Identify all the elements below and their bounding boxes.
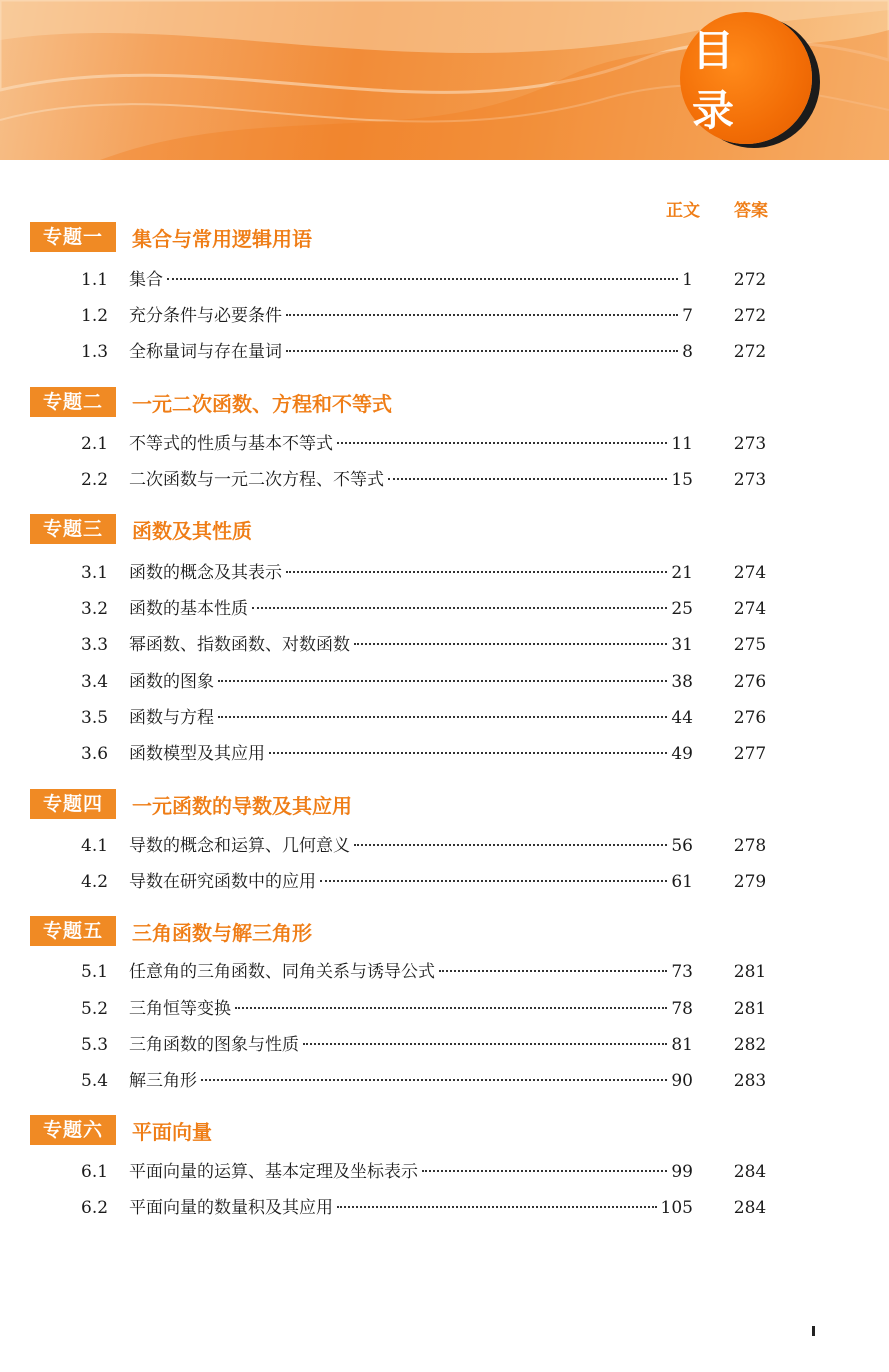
topic-title: 平面向量	[132, 1119, 212, 1144]
topic-badge: 专题二	[30, 387, 116, 417]
entry-answer-page: 279	[733, 872, 767, 892]
entry-page: 81	[671, 1035, 693, 1055]
entry-number: 5.4	[81, 1071, 109, 1091]
entry-page: 105	[660, 1198, 693, 1218]
entry-answer-page: 276	[733, 708, 767, 728]
entry-number: 3.6	[81, 744, 109, 764]
entry-number: 6.1	[81, 1162, 109, 1182]
title-circle	[680, 12, 812, 144]
toc-entry[interactable]	[0, 1032, 889, 1058]
toc-entry[interactable]	[0, 431, 889, 457]
entry-label: 不等式的性质与基本不等式	[129, 434, 333, 454]
entry-label-row	[129, 833, 693, 859]
entry-number: 1.1	[81, 270, 109, 290]
entry-label-row	[129, 467, 693, 493]
entry-number: 5.1	[81, 962, 109, 982]
entry-label: 平面向量的运算、基本定理及坐标表示	[129, 1162, 418, 1182]
entry-page: 1	[682, 270, 693, 290]
entry-label: 集合	[129, 270, 163, 290]
entry-answer-page: 273	[733, 470, 767, 490]
dot-leader	[303, 1043, 667, 1045]
entry-label-row	[129, 1159, 693, 1185]
toc-entry[interactable]	[0, 339, 889, 365]
entry-page: 56	[671, 836, 693, 856]
column-header-main: 正文	[666, 201, 700, 221]
entry-answer-page: 274	[733, 599, 767, 619]
entry-label-row	[129, 705, 693, 731]
toc-entry[interactable]	[0, 632, 889, 658]
entry-number: 3.3	[81, 635, 109, 655]
toc-entry[interactable]	[0, 303, 889, 329]
dot-leader	[286, 571, 667, 573]
topic-heading[interactable]	[30, 386, 392, 418]
entry-number: 2.1	[81, 434, 109, 454]
entry-answer-page: 277	[733, 744, 767, 764]
entry-label-row	[129, 632, 693, 658]
entry-answer-page: 274	[733, 563, 767, 583]
entry-label: 充分条件与必要条件	[129, 306, 282, 326]
entry-page: 90	[671, 1071, 693, 1091]
toc-entry[interactable]	[0, 869, 889, 895]
entry-label-row	[129, 267, 693, 293]
entry-label: 平面向量的数量积及其应用	[129, 1198, 333, 1218]
entry-number: 3.1	[81, 563, 109, 583]
dot-leader	[286, 314, 678, 316]
entry-label-row	[129, 669, 693, 695]
entry-number: 3.4	[81, 672, 109, 692]
page-mark	[812, 1326, 815, 1336]
toc-entry[interactable]	[0, 267, 889, 293]
entry-answer-page: 273	[733, 434, 767, 454]
entry-label-row	[129, 431, 693, 457]
toc-entry[interactable]	[0, 1195, 889, 1221]
dot-leader	[201, 1079, 667, 1081]
topic-title: 集合与常用逻辑用语	[132, 226, 312, 251]
topic-badge: 专题五	[30, 916, 116, 946]
entry-number: 4.1	[81, 836, 109, 856]
dot-leader	[354, 643, 667, 645]
toc-entry[interactable]	[0, 1159, 889, 1185]
entry-number: 2.2	[81, 470, 109, 490]
topic-title: 函数及其性质	[132, 518, 252, 543]
entry-label-row	[129, 1195, 693, 1221]
header-banner	[0, 0, 889, 160]
entry-page: 11	[671, 434, 693, 454]
dot-leader	[252, 607, 667, 609]
column-header-answer: 答案	[734, 201, 768, 221]
topic-badge: 专题三	[30, 514, 116, 544]
entry-number: 3.2	[81, 599, 109, 619]
page-title: 目 录	[692, 26, 749, 135]
entry-answer-page: 272	[733, 306, 767, 326]
entry-label: 导数在研究函数中的应用	[129, 872, 316, 892]
entry-answer-page: 272	[733, 342, 767, 362]
entry-label: 函数模型及其应用	[129, 744, 265, 764]
entry-page: 61	[671, 872, 693, 892]
entry-label-row	[129, 560, 693, 586]
entry-page: 38	[671, 672, 693, 692]
entry-label: 任意角的三角函数、同角关系与诱导公式	[129, 962, 435, 982]
entry-page: 8	[682, 342, 693, 362]
entry-label: 三角函数的图象与性质	[129, 1035, 299, 1055]
topic-title: 一元二次函数、方程和不等式	[132, 391, 392, 416]
topic-badge: 专题六	[30, 1115, 116, 1145]
entry-label: 导数的概念和运算、几何意义	[129, 836, 350, 856]
entry-answer-page: 281	[733, 962, 767, 982]
topic-heading[interactable]	[30, 788, 352, 820]
toc-entry[interactable]	[0, 705, 889, 731]
entry-answer-page: 282	[733, 1035, 767, 1055]
topic-heading[interactable]	[30, 513, 252, 545]
entry-page: 73	[671, 962, 693, 982]
toc-entry[interactable]	[0, 669, 889, 695]
entry-label: 函数的图象	[129, 672, 214, 692]
topic-heading[interactable]	[30, 915, 312, 947]
entry-label-row	[129, 596, 693, 622]
entry-number: 6.2	[81, 1198, 109, 1218]
entry-label: 三角恒等变换	[129, 999, 231, 1019]
entry-label-row	[129, 339, 693, 365]
entry-answer-page: 278	[733, 836, 767, 856]
entry-label-row	[129, 869, 693, 895]
entry-answer-page: 283	[733, 1071, 767, 1091]
entry-answer-page: 284	[733, 1162, 767, 1182]
entry-label: 函数与方程	[129, 708, 214, 728]
entry-number: 4.2	[81, 872, 109, 892]
topic-heading[interactable]	[30, 221, 312, 253]
dot-leader	[286, 350, 678, 352]
toc-entry[interactable]	[0, 1068, 889, 1094]
entry-page: 99	[671, 1162, 693, 1182]
entry-label: 函数的概念及其表示	[129, 563, 282, 583]
entry-page: 21	[671, 563, 693, 583]
entry-page: 31	[671, 635, 693, 655]
entry-answer-page: 276	[733, 672, 767, 692]
entry-label-row	[129, 1068, 693, 1094]
entry-label: 二次函数与一元二次方程、不等式	[129, 470, 384, 490]
toc-entry[interactable]	[0, 996, 889, 1022]
entry-number: 3.5	[81, 708, 109, 728]
entry-label: 幂函数、指数函数、对数函数	[129, 635, 350, 655]
entry-label-row	[129, 1032, 693, 1058]
topic-badge: 专题四	[30, 789, 116, 819]
dot-leader	[439, 970, 667, 972]
toc-entry[interactable]	[0, 959, 889, 985]
entry-page: 15	[671, 470, 693, 490]
entry-answer-page: 272	[733, 270, 767, 290]
topic-badge: 专题一	[30, 222, 116, 252]
entry-answer-page: 284	[733, 1198, 767, 1218]
entry-page: 44	[671, 708, 693, 728]
entry-number: 5.2	[81, 999, 109, 1019]
dot-leader	[218, 716, 667, 718]
topic-title: 一元函数的导数及其应用	[132, 793, 352, 818]
entry-label-row	[129, 303, 693, 329]
entry-label: 解三角形	[129, 1071, 197, 1091]
entry-answer-page: 275	[733, 635, 767, 655]
entry-number: 5.3	[81, 1035, 109, 1055]
entry-label-row	[129, 741, 693, 767]
entry-page: 7	[682, 306, 693, 326]
toc-entry[interactable]	[0, 741, 889, 767]
dot-leader	[337, 442, 667, 444]
topic-heading[interactable]	[30, 1114, 212, 1146]
dot-leader	[354, 844, 667, 846]
entry-label: 函数的基本性质	[129, 599, 248, 619]
dot-leader	[235, 1007, 667, 1009]
entry-label: 全称量词与存在量词	[129, 342, 282, 362]
dot-leader	[422, 1170, 667, 1172]
entry-label-row	[129, 996, 693, 1022]
entry-page: 49	[671, 744, 693, 764]
toc-entry[interactable]	[0, 560, 889, 586]
toc-entry[interactable]	[0, 833, 889, 859]
dot-leader	[320, 880, 667, 882]
dot-leader	[167, 278, 678, 280]
dot-leader	[388, 478, 667, 480]
dot-leader	[269, 752, 667, 754]
dot-leader	[337, 1206, 657, 1208]
topic-title: 三角函数与解三角形	[132, 920, 312, 945]
entry-number: 1.3	[81, 342, 109, 362]
entry-label-row	[129, 959, 693, 985]
entry-answer-page: 281	[733, 999, 767, 1019]
entry-number: 1.2	[81, 306, 109, 326]
entry-page: 78	[671, 999, 693, 1019]
toc-entry[interactable]	[0, 596, 889, 622]
entry-page: 25	[671, 599, 693, 619]
toc-entry[interactable]	[0, 467, 889, 493]
dot-leader	[218, 680, 667, 682]
